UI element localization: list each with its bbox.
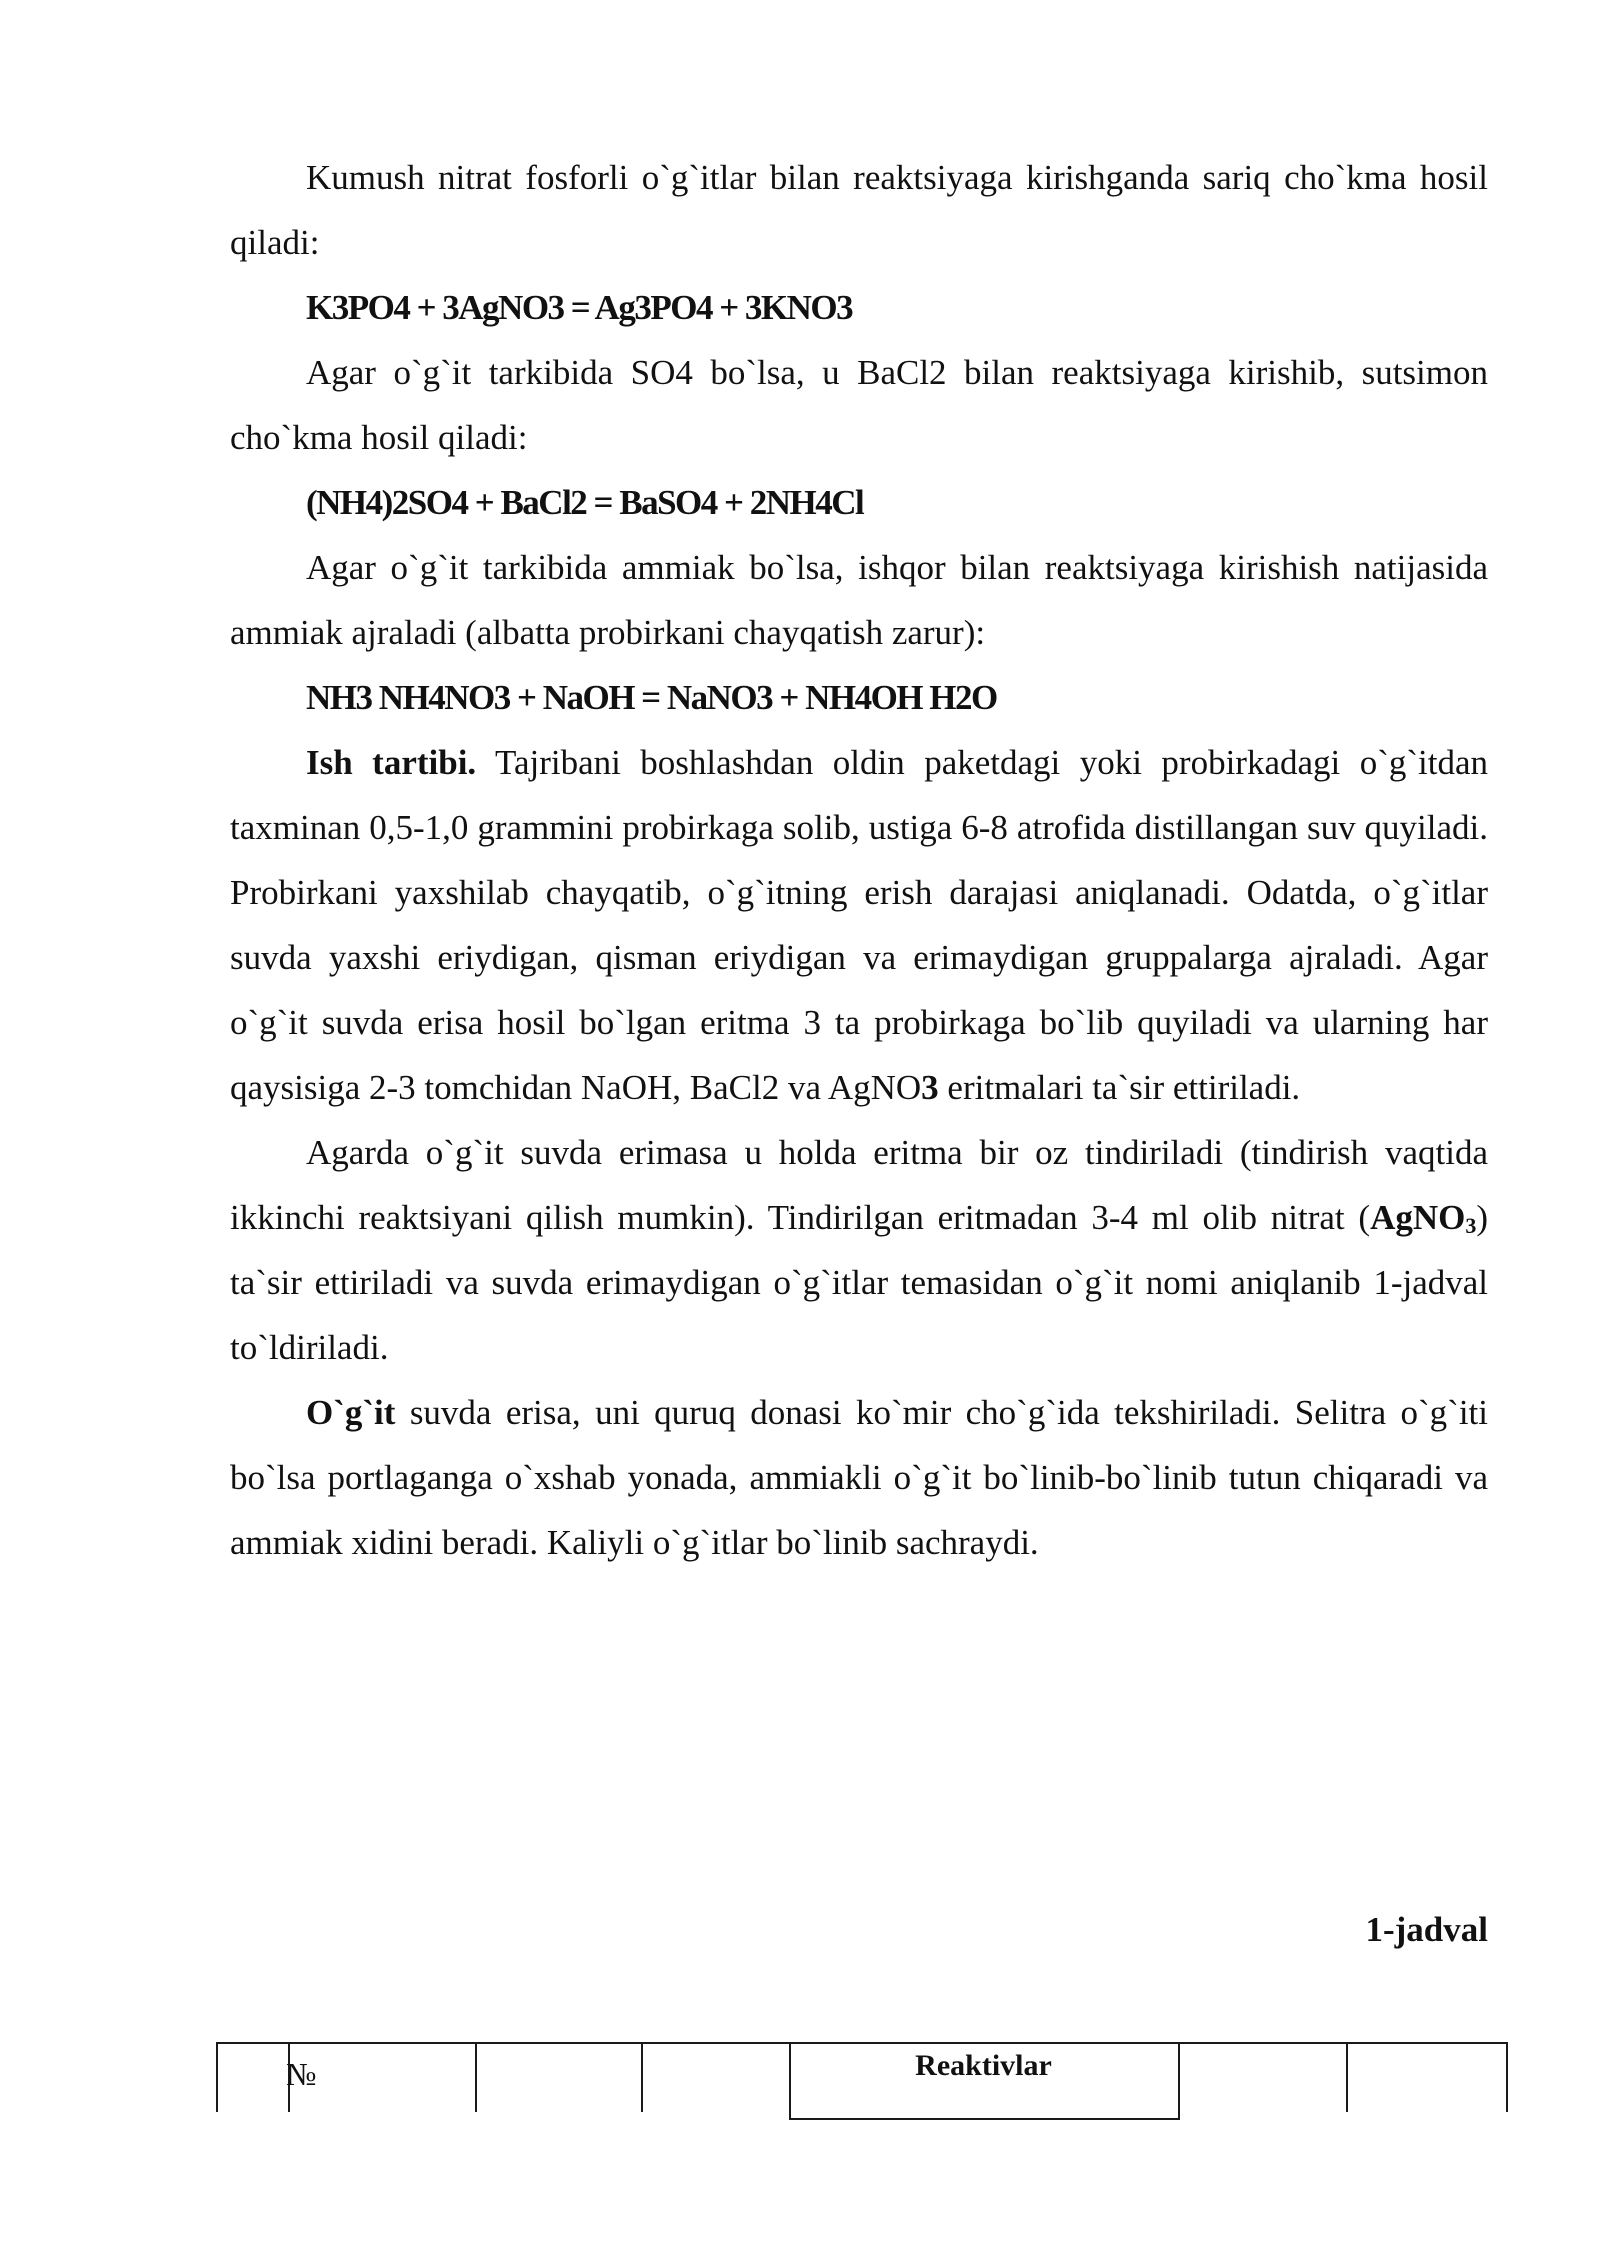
table-column-divider (1346, 2042, 1348, 2112)
paragraph-procedure (230, 730, 1488, 1120)
paragraph-ammonia (230, 535, 1488, 665)
table-column-divider (641, 2042, 643, 2112)
paragraph-combustion-test (230, 1380, 1488, 1575)
paragraph-text: suvda erisa, uni quruq donasi ko`mir cho`g`ida tekshiriladi. Selitra o`g`iti bo`lsa portlaganga o`xshab yonada, ammiakli o`g`it bo`linib-bo`linib tutun chiqaradi va ammiak xidini beradi. Kaliyli o`g`itlar bo`linib sachraydi. (230, 1393, 1488, 1562)
formula-agno3 (1370, 1198, 1476, 1237)
procedure-heading: Ish tartibi. (306, 743, 477, 782)
table-column-divider (475, 2042, 477, 2112)
number-header-label: № (286, 2056, 317, 2092)
fertilizer-heading: O`g`it (306, 1393, 396, 1432)
paragraph-text: Kumush nitrat fosforli o`g`itlar bilan reaktsiyaga kirishganda sariq cho`kma hosil qiladi: (230, 158, 1488, 262)
formula-text: AgNO (1370, 1198, 1466, 1237)
equation-ammonium-nitrate: NH3 NH4NO3 + NaOH = NaNO3 + NH4OH H2O (306, 678, 997, 717)
bold-digit: 3 (921, 1068, 939, 1107)
equation-ammonium-sulfate: (NH4)2SO4 + BaCl2 = BaSO4 + 2NH4Cl (306, 483, 864, 522)
table-caption: 1-jadval (1365, 1910, 1488, 1949)
formula-subscript: 3 (1465, 1213, 1477, 1238)
paragraph-text: ) ta`sir ettiriladi va suvda erimaydigan o`g`itlar temasidan o`g`it nomi aniqlanib 1-jadval to`ldiriladi. (230, 1198, 1488, 1367)
paragraph-text: Tajribani boshlashdan oldin paketdagi yoki probirkadagi o`g`itdan taxminan 0,5-1,0 grammini probirkaga solib, ustiga 6-8 atrofida distillangan suv quyiladi. Probirkani yaxshilab chayqatib, o`g`itning erish darajasi aniqlanadi. Odatda, o`g`itlar suvda yaxshi eriydigan, qisman eriydigan va erimaydigan gruppalarga ajraladi. Agar o`g`it suvda erisa hosil bo`lgan eritma 3 ta probirkaga bo`lib quyiladi va ularning har qaysisiga 2-3 tomchidan NaOH, BaCl2 va AgNO (230, 743, 1488, 1107)
paragraph-text: eritmalari ta`sir ettiriladi. (938, 1068, 1301, 1107)
paragraph-text: Agar o`g`it tarkibida SO4 bo`lsa, u BaCl2 bilan reaktsiyaga kirishib, sutsimon cho`kma hosil qiladi: (230, 353, 1488, 457)
paragraph-text: Agarda o`g`it suvda erimasa u holda eritma bir oz tindiriladi (tindirish vaqtida ikkinchi reaktsiyani qilish mumkin). Tindirilgan eritmadan 3-4 ml olib nitrat ( (230, 1133, 1488, 1237)
table-column-divider (1506, 2042, 1508, 2112)
reagents-header-label: Reaktivlar (915, 2049, 1052, 2082)
paragraph-sulfate (230, 340, 1488, 470)
paragraph-insoluble (230, 1120, 1488, 1380)
table-column-divider (216, 2042, 218, 2112)
paragraph-text: Agar o`g`it tarkibida ammiak bo`lsa, ishqor bilan reaktsiyaga kirishish natijasida ammiak ajraladi (albatta probirkani chayqatish zarur): (230, 548, 1488, 652)
equation-potassium-phosphate: K3PO4 + 3AgNO3 = Ag3PO4 + 3KNO3 (306, 288, 853, 327)
body-text (230, 145, 1488, 1575)
paragraph-silver-nitrate (230, 145, 1488, 275)
